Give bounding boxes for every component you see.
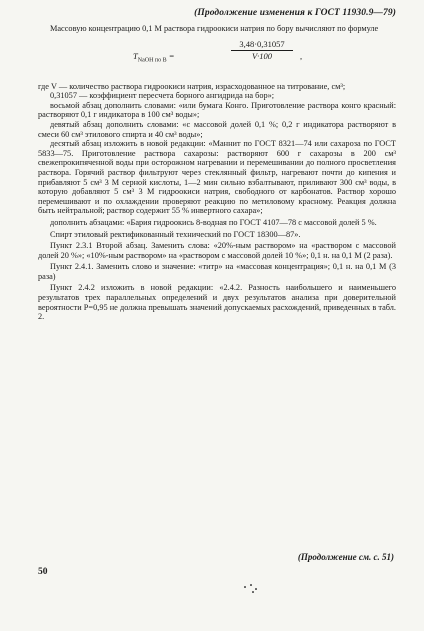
paragraph-10: Пункт 2.4.1. Заменить слово и значение: «титр» на «массовая концентрация»; 0,1 н. на 0,1 М (3 раза) — [38, 262, 396, 281]
formula — [38, 38, 396, 78]
paragraph-7: дополнить абзацами: «Бария гидроокись 8-водная по ГОСТ 4107—78 с массовой долей 5 %. — [50, 217, 377, 227]
paragraph-9: Пункт 2.3.1 Второй абзац. Заменить слова: «20%-ным раствором» на «раствором с массовой долей 20 %»; «10%-ным раствором» на «раствором с массовой долей 10 %»; 0,1 н. на 0,1 М (2 раза). — [38, 241, 396, 260]
paragraph-4: восьмой абзац дополнить словами: «или бумага Конго. Приготовление раствора конго красный: растворяют 0,1 г индикатора в 100 см³ воды»; — [38, 100, 396, 120]
continuation-note: (Продолжение см. с. 51) — [297, 552, 394, 562]
formula-comma: , — [300, 50, 303, 61]
scan-speck-mark — [242, 583, 262, 593]
formula-equals: = — [168, 50, 175, 61]
paragraph-5: девятый абзац дополнить словами: «с массовой долей 0,1 %; 0,2 г индикатора растворяют в смеси 60 см³ этилового спирта и 40 см³ воды»; — [38, 119, 396, 139]
paragraph-11: Пункт 2.4.2 изложить в новой редакции: «2.4.2. Разность наибольшего и наименьшего результатов трех параллельных определений и двух результатов анализа при доверительной вероятности P=0,95 не должна превышать значений допускаемых расхождений, приведенных в табл. 2. — [38, 283, 396, 322]
document-body — [38, 24, 396, 322]
paragraph-3: 0,31057 — коэффициент пересчета борного ангидрида на бор»; — [50, 91, 275, 101]
page-number: 50 — [38, 567, 48, 577]
formula-subscript: NaOH по B — [137, 57, 167, 64]
formula-numerator: 3,48·0,31057 — [231, 40, 293, 52]
page-header: (Продолжение изменения к ГОСТ 11930.9—79) — [194, 8, 396, 18]
formula-symbol: T — [133, 50, 138, 61]
paragraph-2: где V — количество раствора гидроокиси натрия, израсходованное на титрование, см³; — [38, 81, 346, 91]
formula-lhs — [133, 52, 174, 66]
formula-fraction — [231, 40, 293, 62]
formula-denominator: V·100 — [251, 51, 273, 62]
paragraph-6: десятый абзац изложить в новой редакции: «Маннит по ГОСТ 8321—74 или сахароза по ГОСТ 5833—75. Приготовление раствора сахарозы: растворяют 600 г сахарозы в 200 см³ свежепрокипяченной воды при осторожном нагревании и перемешивании до полного просветления раствора. Горячий раствор фильтруют через стеклянный фильтр, нагревают почти до кипения и прибавляют 5 см³ 3 М серной кислоты, 1—2 мин сильно взбалтывают, приливают 300 см³ воды, в которую добавляют 5 см³ 3 М гидроокиси натрия, свободного от карбонатов. Раствор хорошо перемешивают и по охлаждении проверяют реакцию по метиловому красному. Реакция должна быть нейтральной; раствор содержит 55 % инвертного сахара»; — [38, 139, 396, 216]
paragraph-8: Спирт этиловый ректификованный технический по ГОСТ 18300—87». — [50, 229, 301, 239]
paragraph-1: Массовую концентрацию 0,1 М раствора гидроокиси натрия по бору вычисляют по формуле — [50, 24, 379, 33]
